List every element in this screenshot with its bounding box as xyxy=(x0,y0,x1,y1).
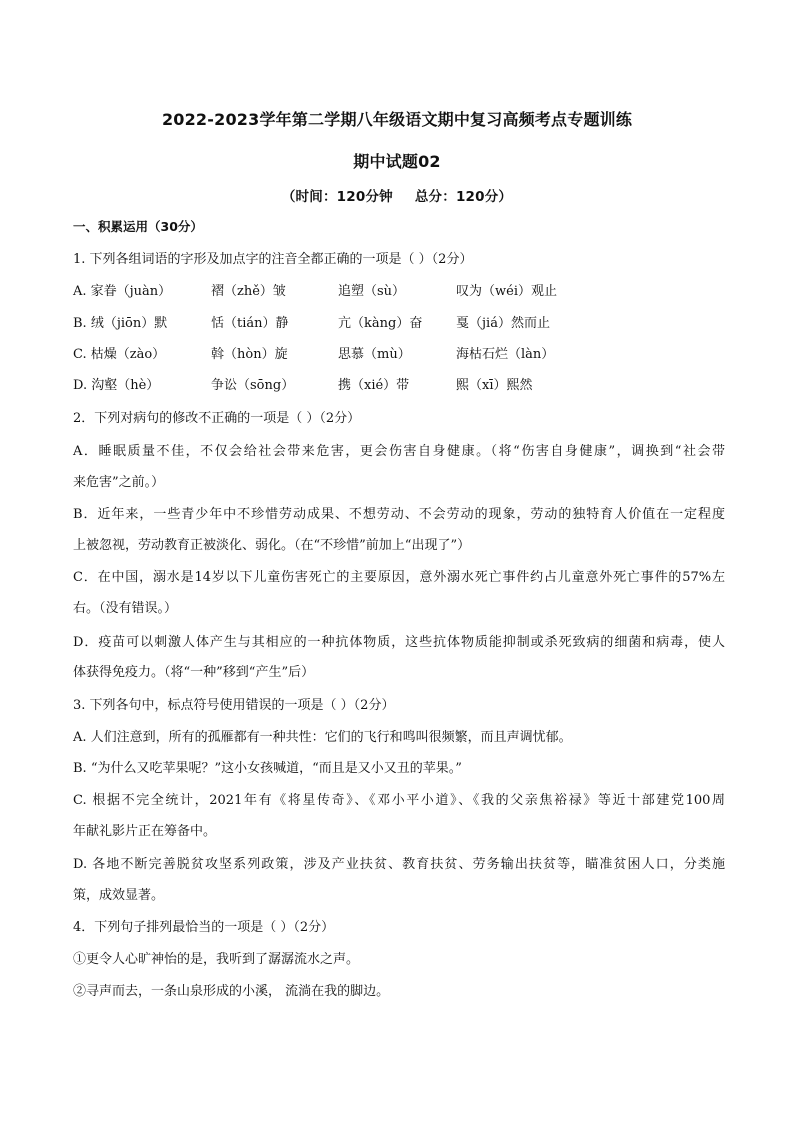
option-cell: 思慕（mù） xyxy=(338,347,411,362)
q3-option-b: B. “为什么又吃苹果呢？”这小女孩喊道，“而且是又小又丑的苹果。” xyxy=(73,761,462,776)
q3-stem: 3. 下列各句中，标点符号使用错误的一项是（ ）（2分） xyxy=(73,698,395,713)
option-cell: 熙（xī）熙然 xyxy=(456,378,533,393)
exam-info xyxy=(0,185,794,205)
q3-option-d: D. 各地不断完善脱贫攻坚系列政策，涉及产业扶贫、教育扶贫、劳务输出扶贫等，瞄准贫困人口，分类施 xyxy=(73,857,725,872)
option-cell: D. 沟壑（hè） xyxy=(73,378,160,393)
option-cell: 斡（hòn）旋 xyxy=(211,347,288,362)
option-cell: B. 绒（jiōn）默 xyxy=(73,316,168,331)
q2-option-d: D．疫苗可以刺激人体产生与其相应的一种抗体物质，这些抗体物质能抑制或杀死致病的细菌和病毒，使人 xyxy=(73,635,725,650)
option-cell: 追塑（sù） xyxy=(338,284,406,299)
option-cell: A. 家眷（juàn） xyxy=(73,284,172,299)
option-cell: 叹为（wéi）观止 xyxy=(456,284,557,299)
exam-subtitle: 期中试题02 xyxy=(353,152,441,171)
option-cell: 海枯石烂（làn） xyxy=(456,347,555,362)
q2-option-a: A．睡眠质量不佳，不仅会给社会带来危害，更会伤害自身健康。（将“伤害自身健康”，调换到“社会带 xyxy=(73,444,725,459)
exam-time: （时间：120分钟 xyxy=(281,189,393,205)
q4-sentence-1: ①更令人心旷神怡的是，我听到了潺潺流水之声。 xyxy=(73,952,360,967)
q3-option-a: A. 人们注意到，所有的孤雁都有一种共性：它们的飞行和鸣叫很频繁，而且声调忧郁。 xyxy=(73,730,572,745)
option-cell: 携（xié）带 xyxy=(338,378,410,393)
option-cell: 恬（tián）静 xyxy=(211,316,289,331)
q3-option-d-cont: 策，成效显著。 xyxy=(73,888,165,903)
exam-title: 2022-2023学年第二学期八年级语文期中复习高频考点专题训练 xyxy=(161,110,633,129)
q2-option-b: B．近年来，一些青少年中不珍惜劳动成果、不想劳动、不会劳动的现象，劳动的独特育人价值在一定程度 xyxy=(73,507,725,522)
option-cell: 褶（zhě）皱 xyxy=(211,284,286,299)
q2-option-c: C．在中国，溺水是14岁以下儿童伤害死亡的主要原因，意外溺水死亡事件约占儿童意外死亡事件的57%左 xyxy=(73,570,725,585)
exam-score: 总分：120分） xyxy=(414,189,513,205)
q3-option-c: C. 根据不完全统计，2021年有《将星传奇》、《邓小平小道》、《我的父亲焦裕禄》等近十部建党100周 xyxy=(73,793,725,808)
q2-stem: 2．下列对病句的修改不正确的一项是（ ）（2分） xyxy=(73,411,361,426)
option-cell: 争讼（sōng） xyxy=(211,378,295,393)
q4-sentence-2: ②寻声而去，一条山泉形成的小溪， 流淌在我的脚边。 xyxy=(73,984,390,999)
option-cell: 戛（jiá）然而止 xyxy=(456,316,550,331)
q3-option-c-cont: 年献礼影片正在筹备中。 xyxy=(73,824,217,839)
q2-option-b-cont: 上被忽视，劳动教育正被淡化、弱化。（在“不珍惜”前加上“出现了”） xyxy=(73,538,471,553)
option-cell: 亢（kàng）奋 xyxy=(338,316,423,331)
q2-option-d-cont: 体获得免疫力。（将“一种”移到“产生”后） xyxy=(73,665,315,680)
option-cell: C. 枯燥（zào） xyxy=(73,347,166,362)
q2-option-c-cont: 右。（没有错误。） xyxy=(73,601,178,616)
section-heading: 一、积累运用（30分） xyxy=(73,219,203,234)
q4-stem: 4．下列句子排列最恰当的一项是（ ）（2分） xyxy=(73,920,335,935)
q1-stem: 1. 下列各组词语的字形及加点字的注音全都正确的一项是（ ）（2分） xyxy=(73,252,473,267)
q2-option-a-cont: 来危害”之前。） xyxy=(73,475,165,490)
